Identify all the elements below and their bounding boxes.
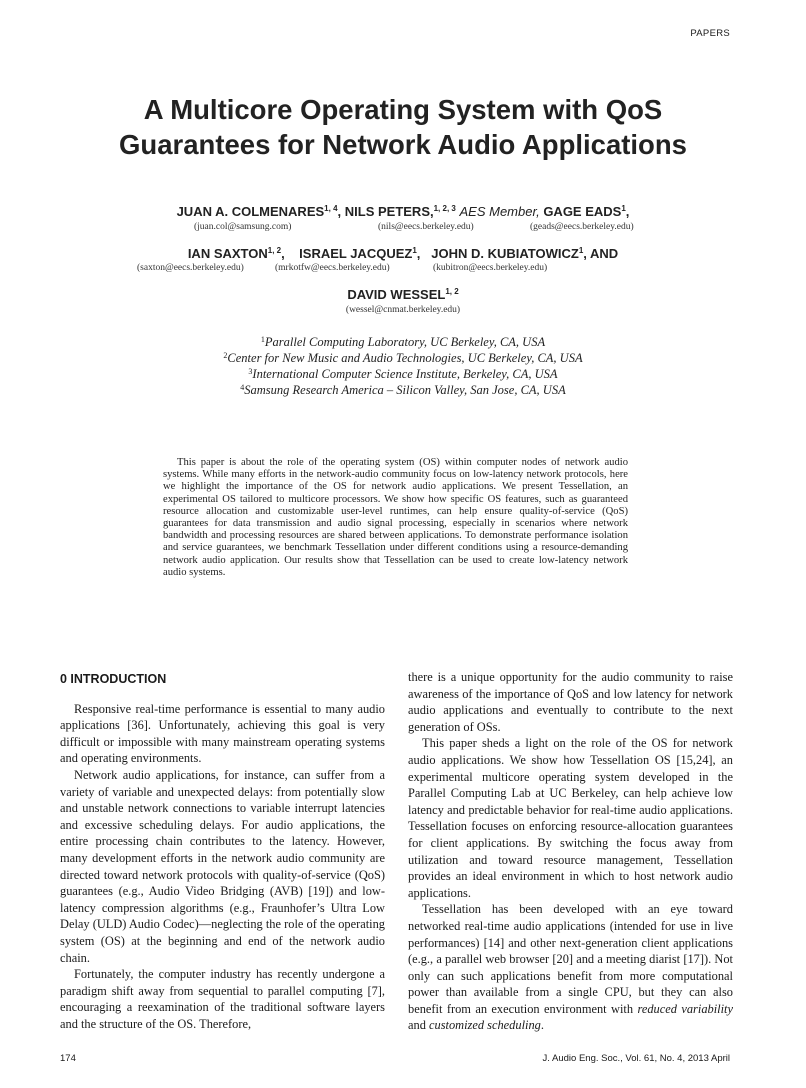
author-email: (wessel@cnmat.berkeley.edu) xyxy=(345,305,461,315)
author-email: (mrkotfw@eecs.berkeley.edu) xyxy=(275,263,390,273)
author-affil-sup: 1 xyxy=(578,246,584,255)
author-affil-sup: 1, 2 xyxy=(445,287,459,296)
author-affil-sup: 1, 2 xyxy=(267,246,282,255)
affiliation-2: $^2$Center for New Music and Audio Technologies, UC Berkeley, CA, USA xyxy=(223,351,583,365)
author-name: IAN SAXTON xyxy=(187,246,268,261)
journal-citation: J. Audio Eng. Soc., Vol. 61, No. 4, 2013 April xyxy=(542,1053,730,1064)
author-email: (kubitron@eecs.berkeley.edu) xyxy=(433,263,548,273)
paper-title xyxy=(0,92,806,162)
abstract xyxy=(163,457,628,579)
authors-line-2: IAN SAXTON$^{1, 2}$, ISRAEL JACQUEZ$^1$, JOHN D. KUBIATOWICZ$^1$, AND xyxy=(187,246,619,261)
body-column-left xyxy=(60,669,385,1032)
aes-member-label: AES Member, xyxy=(459,204,540,219)
emphasis-text: customized scheduling xyxy=(429,1018,541,1033)
paragraph: Fortunately, the computer industry has recently undergone a paradigm shift away from sequential to parallel computing [7], encouraging a reexamination of the traditional software layers and the structure of the OS. Therefore, xyxy=(60,967,385,1031)
author-email: (geads@eecs.berkeley.edu) xyxy=(530,222,634,232)
author-name: JOHN D. KUBIATOWICZ xyxy=(431,246,579,261)
authors-line-3 xyxy=(0,287,806,302)
affiliation-3: $^3$International Computer Science Institute, Berkeley, CA, USA xyxy=(248,367,558,381)
paragraph: Responsive real-time performance is essential to many audio applications [36]. Unfortunately, achieving this goal is very difficult or impossible with many mainstream operating systems and operating environments. xyxy=(60,701,385,766)
author-affil-sup: 1 xyxy=(412,246,417,255)
author-email: (saxton@eecs.berkeley.edu) xyxy=(137,263,244,273)
emphasis-text: reduced variability xyxy=(637,1001,733,1016)
page-number: 174 xyxy=(60,1053,76,1064)
author-name: DAVID WESSEL xyxy=(347,287,446,302)
paragraph: there is a unique opportunity for the audio community to raise awareness of the importance of QoS and low latency for network audio applications and eventually to contribute to the next generation of OSs. xyxy=(408,670,733,734)
running-head: PAPERS xyxy=(690,28,730,39)
author-affil-sup: 1, 2, 3 xyxy=(433,204,456,213)
author-name: NILS PETERS, xyxy=(344,204,434,219)
authors-line-1: JUAN A. COLMENARES$^{1, 4}$, NILS PETERS,$^{1, 2, 3}$ AES Member, GAGE EADS$^1$, xyxy=(176,204,630,219)
paragraph: Network audio applications, for instance, can suffer from a variety of variable and unexpected delays: from potentially slow and unstable network connections to variable interrupt latencies and excessive scheduling delays. For audio applications, the entire processing chain contributes to the latency. However, many development efforts in the network audio community are directed toward network protocols with quality-of-service (QoS) guarantees (e.g., Audio Video Bridging (AVB) [19]) and low-latency compression algorithms (e.g., Fraunhofer’s Ultra Low Delay (ULD) Audio Codec)—neglecting the role of the operating system (OS) at the beginning and end of the network audio chain. xyxy=(60,767,385,965)
author-and: , AND xyxy=(583,246,619,261)
paragraph: Tessellation has been developed with an eye toward networked real-time audio applications (intended for use in live performances) [14] and other next-generation client applications (e.g., a parallel web browser [20] and a meeting diarist [17]). Not only can such applications benefit from more computational power than available from a single CPU, but they can also benefit from an execution environment with reduced variability and customized scheduling. xyxy=(408,902,733,1033)
affiliation-4: $^4$Samsung Research America – Silicon Valley, San Jose, CA, USA xyxy=(240,383,566,397)
paragraph: This paper sheds a light on the role of the OS for network audio applications. We show how Tessellation OS [15,24], an experimental multicore operating system developed in the Parallel Computing Lab at UC Berkeley, can help achieve low latency and predictable behavior for real-time audio applications. Tessellation focuses on enforcing resource-allocation guarantees for client applications. By switching the focus away from utilization and toward resource management, Tessellation provides an ideal environment in which to host network audio applications. xyxy=(408,736,733,900)
author-email: (juan.col@samsung.com) xyxy=(194,222,292,232)
author-name: ISRAEL JACQUEZ xyxy=(299,246,413,261)
author-email: (nils@eecs.berkeley.edu) xyxy=(378,222,474,232)
author-affil-sup: 1, 4 xyxy=(324,204,338,213)
author-affil-sup: 1 xyxy=(621,204,626,213)
affiliation-1: $^1$Parallel Computing Laboratory, UC Berkeley, CA, USA xyxy=(260,335,546,349)
author-name: JUAN A. COLMENARES xyxy=(176,204,325,219)
section-heading: 0 INTRODUCTION xyxy=(60,672,167,686)
title-line-1: A Multicore Operating System with QoS xyxy=(143,94,663,125)
body-column-right xyxy=(408,669,733,1034)
author-name: GAGE EADS xyxy=(543,204,622,219)
title-line-2: Guarantees for Network Audio Applications xyxy=(119,129,687,160)
abstract-text: This paper is about the role of the operating system (OS) within computer nodes of network audio systems. While many efforts in the network-audio community focus on low-latency network protocols, here we highlight the importance of the OS for network audio applications. We present Tessellation, an experimental OS tailored to multicore processors. We show how specific OS features, such as guaranteed resource allocation and customizable user-level runtimes, can help ensure quality-of-service (QoS) guarantees for data transmission and audio signal processing, especially in scenarios where network bandwidth and processing resources are shared between applications. To demonstrate performance isolation and service guarantees, we benchmark Tessellation under different conditions using a resource-demanding network audio application. Our results show that Tessellation can be used to create low-latency network audio systems. xyxy=(163,457,628,578)
